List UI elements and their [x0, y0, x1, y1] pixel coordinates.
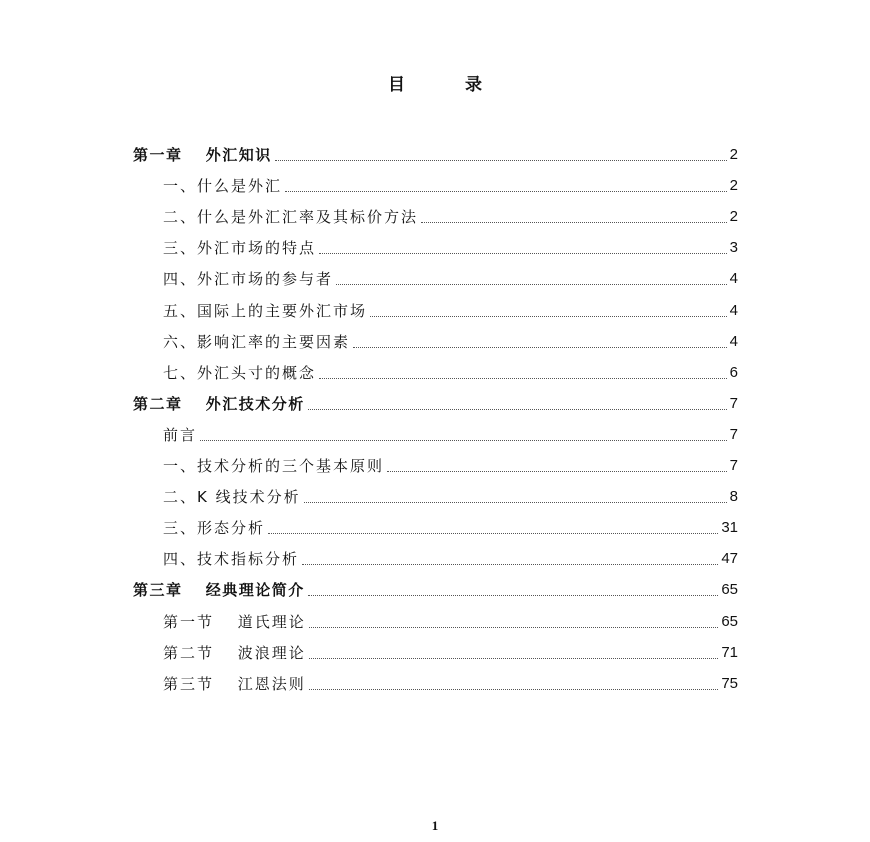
toc-entry-label: 五、国际上的主要外汇市场	[163, 301, 368, 320]
toc-entry-page: 4	[729, 270, 738, 288]
toc-entry-page: 71	[721, 643, 738, 661]
toc-section-entry[interactable]	[163, 258, 738, 289]
toc-entry-page: 2	[729, 146, 738, 163]
toc-section-entry[interactable]	[163, 632, 738, 663]
dot-leader	[308, 595, 719, 596]
toc-chapter-entry[interactable]	[133, 383, 738, 414]
toc-entry-page: 7	[729, 425, 738, 443]
toc-entry-label: 二、K 线技术分析	[163, 488, 301, 507]
toc-section-entry[interactable]	[163, 290, 738, 321]
toc-entry-label: 一、技术分析的三个基本原则	[163, 457, 385, 475]
toc-entry-label: 四、外汇市场的参与者	[163, 270, 334, 289]
toc-section-entry[interactable]	[163, 352, 738, 383]
toc-title	[0, 70, 870, 100]
toc-entry-page: 7	[729, 457, 738, 474]
toc-entry-label: 第三节 江恩法则	[163, 674, 306, 693]
toc-entry-label: 七、外汇头寸的概念	[163, 363, 317, 382]
dot-leader	[336, 284, 727, 285]
toc-entry-label: 四、技术指标分析	[163, 550, 300, 569]
dot-leader	[309, 689, 719, 690]
toc-section-entry[interactable]	[163, 196, 738, 227]
toc-entry-label: 第三章 经典理论简介	[133, 581, 305, 600]
dot-leader	[275, 160, 727, 161]
dot-leader	[309, 627, 719, 628]
toc-title-right: 录	[465, 75, 482, 95]
toc-entry-page: 3	[729, 239, 738, 257]
toc-entry-page: 2	[729, 177, 738, 195]
dot-leader	[268, 533, 718, 534]
toc-entry-label: 二、什么是外汇汇率及其标价方法	[163, 208, 419, 227]
toc-section-entry[interactable]	[163, 538, 738, 569]
dot-leader	[285, 191, 727, 192]
toc-entry-page: 4	[729, 332, 738, 350]
toc-entry-page: 7	[729, 394, 738, 412]
toc-section-entry[interactable]	[163, 507, 738, 538]
dot-leader	[319, 253, 727, 254]
toc-entry-page: 65	[721, 612, 738, 630]
dot-leader	[387, 471, 727, 472]
toc-entry-label: 三、外汇市场的特点	[163, 239, 317, 258]
toc-entry-label: 前言	[163, 425, 198, 444]
toc-entry-page: 6	[729, 363, 738, 381]
toc-entry-page: 2	[729, 208, 738, 226]
toc-section-entry[interactable]	[163, 663, 738, 694]
toc-entry-label: 第一节 道氏理论	[163, 612, 306, 631]
toc-entry-label: 六、影响汇率的主要因素	[163, 332, 351, 351]
toc-section-entry[interactable]	[163, 445, 738, 476]
toc-entry-label: 第一章 外汇知识	[133, 146, 272, 164]
dot-leader	[200, 440, 727, 441]
toc-entry-label: 三、形态分析	[163, 519, 266, 538]
toc-section-entry[interactable]	[163, 601, 738, 632]
toc-entry-label: 一、什么是外汇	[163, 177, 283, 196]
dot-leader	[308, 409, 727, 410]
toc-entry-label: 第二节 波浪理论	[163, 643, 306, 662]
toc-section-entry[interactable]	[163, 414, 738, 445]
toc-entry-page: 75	[721, 674, 738, 692]
dot-leader	[353, 347, 727, 348]
toc-chapter-entry[interactable]	[133, 569, 738, 600]
dot-leader	[302, 564, 718, 565]
toc-entry-page: 8	[729, 488, 738, 506]
toc-section-entry[interactable]	[163, 321, 738, 352]
toc-title-left: 目	[388, 75, 405, 95]
toc-section-entry[interactable]	[163, 476, 738, 507]
dot-leader	[309, 658, 719, 659]
dot-leader	[304, 502, 727, 503]
dot-leader	[319, 378, 727, 379]
toc-chapter-entry[interactable]	[133, 134, 738, 165]
toc-section-entry[interactable]	[163, 165, 738, 196]
page-number: 1	[431, 818, 439, 833]
toc-entry-page: 47	[721, 550, 738, 568]
dot-leader	[370, 316, 727, 317]
toc-entry-page: 31	[721, 519, 738, 537]
toc-entry-label: 第二章 外汇技术分析	[133, 394, 305, 413]
toc-entry-page: 65	[721, 581, 738, 599]
dot-leader	[421, 222, 727, 223]
toc-section-entry[interactable]	[163, 227, 738, 258]
toc-entry-page: 4	[729, 301, 738, 319]
